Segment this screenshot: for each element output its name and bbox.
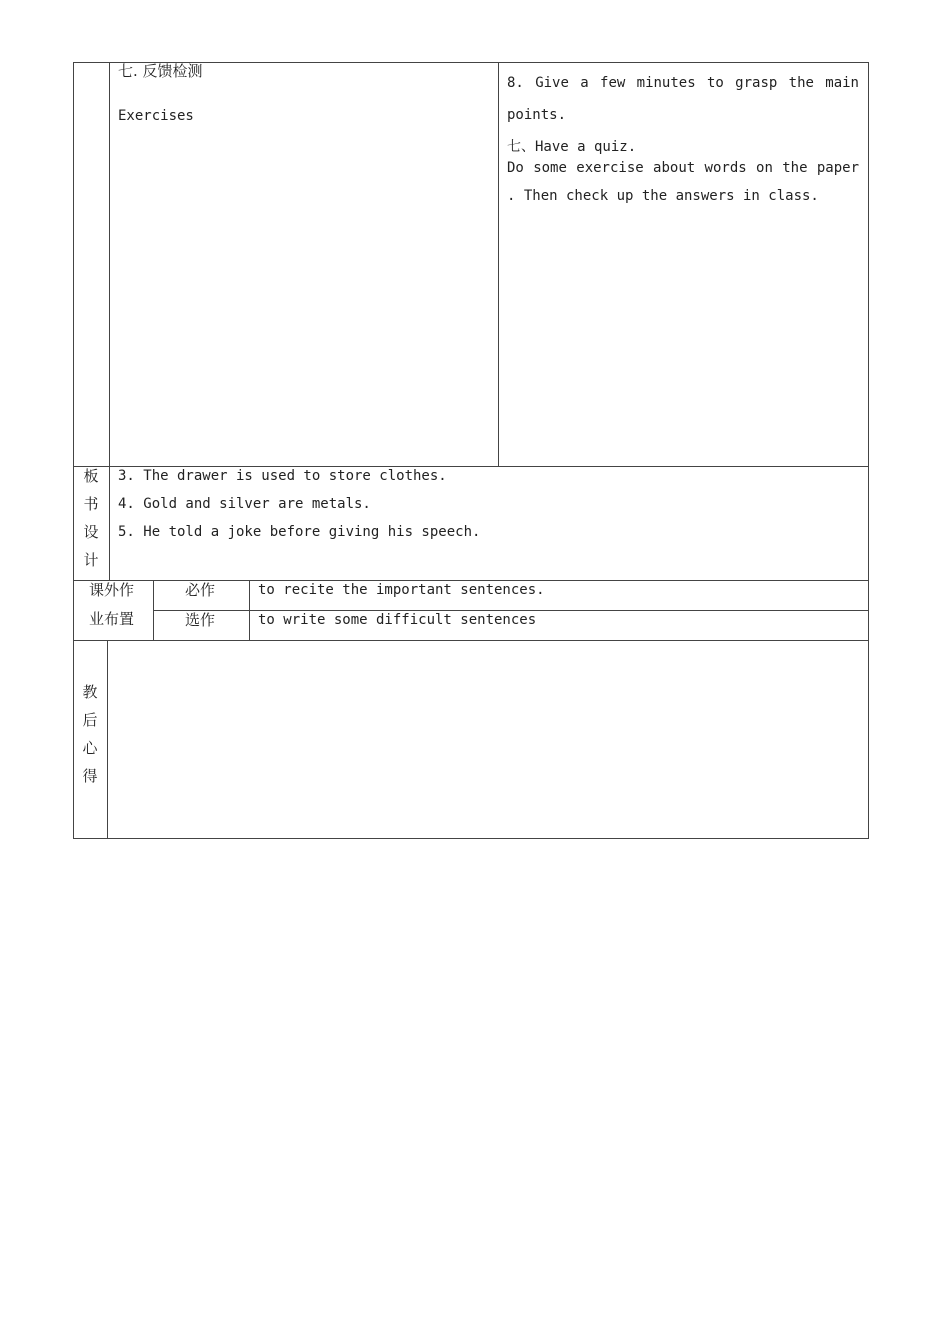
procedure-quiz-detail-cont: . Then check up the answers in class. [507,188,819,204]
board-line: 5. He told a joke before giving his speech. [118,524,481,540]
feedback-heading: 七. 反馈检测 [118,62,203,80]
board-design-label [74,462,108,574]
board-line: 3. The drawer is used to store clothes. [118,468,447,484]
row-divider-3 [73,640,869,641]
reflection-label-char: 教 [82,683,98,701]
top-mid-divider [498,62,499,467]
required-label: 必作 [185,581,216,599]
optional-homework: to write some difficult sentences [258,612,537,628]
homework-label-line2: 业布置 [89,610,135,628]
reflection-label [73,678,107,790]
reflection-label-char: 心 [82,739,98,757]
procedure-step-quiz: 七、Have a quiz. [507,139,637,155]
table-right-border [868,62,869,839]
optional-label: 选作 [185,611,216,629]
board-label-char: 板 [83,467,99,485]
reflection-label-char: 后 [82,711,98,729]
top-label-divider [109,62,110,467]
board-label-char: 设 [83,523,99,541]
required-homework: to recite the important sentences. [258,582,545,598]
board-label-char: 书 [83,495,99,513]
board-line: 4. Gold and silver are metals. [118,496,371,512]
reflection-label-divider [107,640,108,839]
table-bottom-border [73,838,869,839]
board-label-char: 计 [83,551,99,569]
reflection-label-char: 得 [82,767,98,785]
procedure-step-8-cont: points. [507,107,567,123]
board-label-divider [109,466,110,581]
procedure-step-8: 8. Give a few minutes to grasp the main [507,75,859,91]
homework-label-line1: 课外作 [89,581,135,599]
procedure-quiz-detail: Do some exercise about words on the paper [507,160,859,176]
exercises-label: Exercises [118,108,194,124]
